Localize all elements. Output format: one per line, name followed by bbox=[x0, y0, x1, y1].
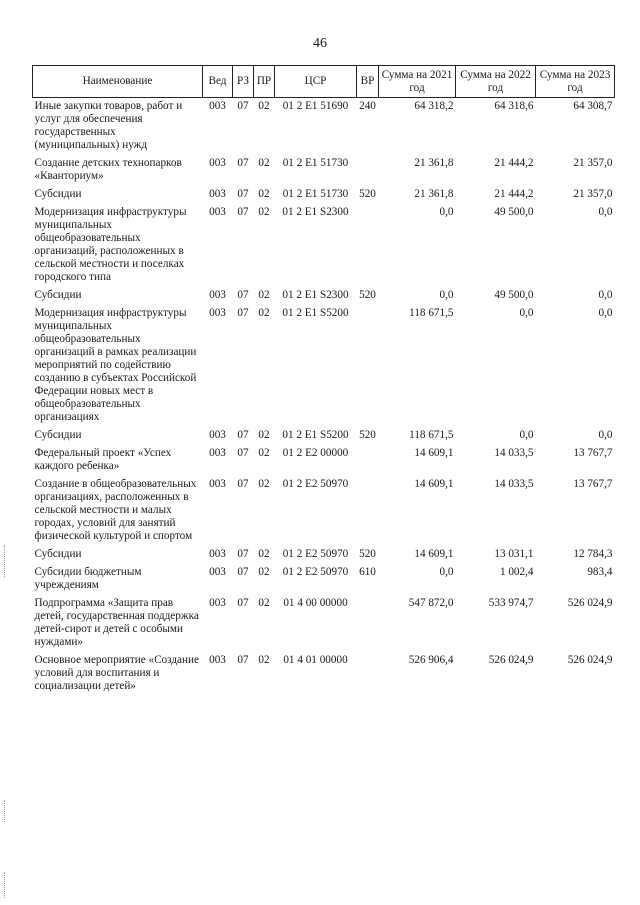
row-sum-2022: 21 444,2 bbox=[494, 157, 534, 169]
table-row bbox=[33, 595, 615, 652]
table-row bbox=[33, 564, 615, 595]
row-ved: 003 bbox=[209, 100, 226, 112]
header-ved: Вед bbox=[203, 66, 233, 98]
row-sum-2021: 0,0 bbox=[439, 289, 454, 301]
row-csr: 01 4 01 00000 bbox=[283, 654, 348, 666]
row-vr bbox=[357, 204, 379, 287]
header-name: Наименование bbox=[33, 66, 203, 98]
row-sum-2022: 13 031,1 bbox=[494, 548, 534, 560]
table-body bbox=[33, 98, 615, 697]
row-csr: 01 2 E2 50970 bbox=[282, 566, 349, 578]
row-ved: 003 bbox=[209, 206, 226, 218]
row-name: Модернизация инфраструктуры муниципальных общеобразовательных организаций, расположенных в сельской местности и поселках городского типа bbox=[34, 206, 187, 283]
header-vr: ВР bbox=[357, 66, 379, 98]
row-pr: 02 bbox=[258, 429, 270, 441]
table-row bbox=[33, 98, 615, 156]
row-sum-2023: 0,0 bbox=[598, 289, 613, 301]
row-sum-2022: 0,0 bbox=[519, 429, 534, 441]
row-ved: 003 bbox=[209, 307, 226, 319]
row-ved: 003 bbox=[209, 566, 226, 578]
row-ved: 003 bbox=[209, 157, 226, 169]
row-sum-2021: 64 318,2 bbox=[414, 100, 454, 112]
row-rz: 07 bbox=[237, 100, 249, 112]
row-rz: 07 bbox=[237, 206, 249, 218]
row-pr: 02 bbox=[258, 157, 270, 169]
row-sum-2023: 21 357,0 bbox=[573, 157, 613, 169]
row-sum-2022: 21 444,2 bbox=[494, 188, 534, 200]
row-name: Субсидии bbox=[34, 289, 82, 301]
row-vr: 520 bbox=[359, 188, 376, 200]
header-sum-2021: Сумма на 2021 год bbox=[379, 66, 456, 98]
row-name: Федеральный проект «Успех каждого ребенка» bbox=[34, 447, 172, 472]
row-sum-2022: 49 500,0 bbox=[494, 206, 534, 218]
row-vr bbox=[357, 476, 379, 546]
row-vr: 240 bbox=[359, 100, 376, 112]
row-ved: 003 bbox=[209, 597, 226, 609]
row-rz: 07 bbox=[237, 654, 249, 666]
header-pr: ПР bbox=[254, 66, 275, 98]
row-pr: 02 bbox=[258, 654, 270, 666]
row-csr: 01 2 E1 S2300 bbox=[282, 206, 349, 218]
row-sum-2021: 21 361,8 bbox=[414, 188, 454, 200]
row-ved: 003 bbox=[209, 289, 226, 301]
binding-margin-mark bbox=[4, 800, 6, 822]
row-sum-2022: 14 033,5 bbox=[494, 478, 534, 490]
row-sum-2021: 526 906,4 bbox=[408, 654, 454, 666]
row-name: Субсидии bbox=[34, 429, 82, 441]
row-csr: 01 2 E1 S2300 bbox=[282, 289, 349, 301]
row-sum-2022: 533 974,7 bbox=[488, 597, 534, 609]
row-sum-2023: 0,0 bbox=[598, 206, 613, 218]
table-header bbox=[33, 66, 615, 98]
row-sum-2021: 0,0 bbox=[439, 566, 454, 578]
row-name: Иные закупки товаров, работ и услуг для обеспечения государственных (муниципальных) нужд bbox=[34, 100, 183, 151]
row-vr: 610 bbox=[359, 566, 376, 578]
row-name: Основное мероприятие «Создание условий для воспитания и социализации детей» bbox=[34, 654, 199, 692]
table-row bbox=[33, 652, 615, 696]
row-csr: 01 2 E1 S5200 bbox=[282, 307, 349, 319]
row-rz: 07 bbox=[237, 566, 249, 578]
row-rz: 07 bbox=[237, 429, 249, 441]
row-pr: 02 bbox=[258, 566, 270, 578]
row-name: Создание в общеобразовательных организациях, расположенных в сельской местности и малых городах, условий для занятий физической культурой и спортом bbox=[34, 478, 197, 542]
row-sum-2023: 21 357,0 bbox=[573, 188, 613, 200]
binding-margin-mark bbox=[4, 872, 6, 898]
row-rz: 07 bbox=[237, 478, 249, 490]
row-sum-2022: 14 033,5 bbox=[494, 447, 534, 459]
header-rz: РЗ bbox=[233, 66, 254, 98]
row-csr: 01 2 E2 50970 bbox=[282, 548, 349, 560]
row-vr: 520 bbox=[359, 429, 376, 441]
binding-margin-mark bbox=[4, 545, 6, 577]
row-ved: 003 bbox=[209, 478, 226, 490]
table-row bbox=[33, 287, 615, 305]
row-ved: 003 bbox=[209, 188, 226, 200]
row-rz: 07 bbox=[237, 307, 249, 319]
row-pr: 02 bbox=[258, 307, 270, 319]
row-rz: 07 bbox=[237, 188, 249, 200]
table-row bbox=[33, 305, 615, 427]
row-rz: 07 bbox=[237, 289, 249, 301]
row-sum-2022: 526 024,9 bbox=[488, 654, 534, 666]
row-csr: 01 2 E2 00000 bbox=[282, 447, 349, 459]
row-sum-2023: 64 308,7 bbox=[573, 100, 613, 112]
row-sum-2023: 526 024,9 bbox=[567, 654, 613, 666]
row-sum-2021: 118 671,5 bbox=[409, 307, 454, 319]
row-sum-2023: 0,0 bbox=[598, 307, 613, 319]
row-csr: 01 4 00 00000 bbox=[283, 597, 348, 609]
row-vr: 520 bbox=[359, 289, 376, 301]
row-csr: 01 2 E1 S5200 bbox=[282, 429, 349, 441]
row-pr: 02 bbox=[258, 206, 270, 218]
row-sum-2022: 49 500,0 bbox=[494, 289, 534, 301]
row-ved: 003 bbox=[209, 429, 226, 441]
row-name: Субсидии бюджетным учреждениям bbox=[34, 566, 142, 591]
table-row bbox=[33, 186, 615, 204]
row-rz: 07 bbox=[237, 447, 249, 459]
row-pr: 02 bbox=[258, 100, 270, 112]
row-pr: 02 bbox=[258, 597, 270, 609]
row-sum-2023: 526 024,9 bbox=[567, 597, 613, 609]
row-vr: 520 bbox=[359, 548, 376, 560]
row-sum-2022: 64 318,6 bbox=[494, 100, 534, 112]
row-csr: 01 2 E2 50970 bbox=[282, 478, 349, 490]
table-row bbox=[33, 546, 615, 564]
row-sum-2021: 21 361,8 bbox=[414, 157, 454, 169]
row-rz: 07 bbox=[237, 157, 249, 169]
row-sum-2023: 12 784,3 bbox=[573, 548, 613, 560]
row-sum-2023: 983,4 bbox=[587, 566, 613, 578]
row-vr bbox=[357, 305, 379, 427]
row-sum-2021: 14 609,1 bbox=[414, 478, 454, 490]
row-sum-2023: 13 767,7 bbox=[573, 447, 613, 459]
row-sum-2022: 0,0 bbox=[519, 307, 534, 319]
table-row bbox=[33, 445, 615, 476]
row-sum-2023: 0,0 bbox=[598, 429, 613, 441]
row-csr: 01 2 E1 51690 bbox=[282, 100, 349, 112]
header-csr: ЦСР bbox=[275, 66, 357, 98]
row-name: Создание детских технопарков «Кванториум» bbox=[34, 157, 182, 182]
page-number: 46 bbox=[313, 36, 327, 51]
header-sum-2023: Сумма на 2023 год bbox=[536, 66, 615, 98]
row-name: Субсидии bbox=[34, 548, 82, 560]
row-sum-2021: 14 609,1 bbox=[414, 447, 454, 459]
row-name: Субсидии bbox=[34, 188, 82, 200]
table-row bbox=[33, 476, 615, 546]
row-csr: 01 2 E1 51730 bbox=[282, 157, 349, 169]
row-pr: 02 bbox=[258, 289, 270, 301]
row-sum-2021: 0,0 bbox=[439, 206, 454, 218]
table-row bbox=[33, 204, 615, 287]
row-ved: 003 bbox=[209, 548, 226, 560]
header-sum-2022: Сумма на 2022 год bbox=[456, 66, 536, 98]
row-ved: 003 bbox=[209, 654, 226, 666]
row-rz: 07 bbox=[237, 548, 249, 560]
row-rz: 07 bbox=[237, 597, 249, 609]
row-name: Подпрограмма «Защита прав детей, государственная поддержка детей-сирот и детей с особыми нуждами» bbox=[34, 597, 199, 648]
table-row bbox=[33, 155, 615, 186]
row-sum-2023: 13 767,7 bbox=[573, 478, 613, 490]
row-pr: 02 bbox=[258, 478, 270, 490]
row-csr: 01 2 E1 51730 bbox=[282, 188, 349, 200]
row-ved: 003 bbox=[209, 447, 226, 459]
row-pr: 02 bbox=[258, 188, 270, 200]
row-vr bbox=[357, 595, 379, 652]
row-vr bbox=[357, 155, 379, 186]
row-sum-2021: 118 671,5 bbox=[409, 429, 454, 441]
row-sum-2021: 547 872,0 bbox=[408, 597, 454, 609]
row-sum-2022: 1 002,4 bbox=[499, 566, 534, 578]
row-pr: 02 bbox=[258, 548, 270, 560]
row-vr bbox=[357, 445, 379, 476]
row-vr bbox=[357, 652, 379, 696]
row-name: Модернизация инфраструктуры муниципальных общеобразовательных организаций в рамках реализации мероприятий по содействию созданию в субъектах Российской Федерации новых мест в общеобразовательных организациях bbox=[34, 307, 197, 423]
table-row bbox=[33, 427, 615, 445]
row-pr: 02 bbox=[258, 447, 270, 459]
budget-table bbox=[32, 65, 615, 696]
row-sum-2021: 14 609,1 bbox=[414, 548, 454, 560]
